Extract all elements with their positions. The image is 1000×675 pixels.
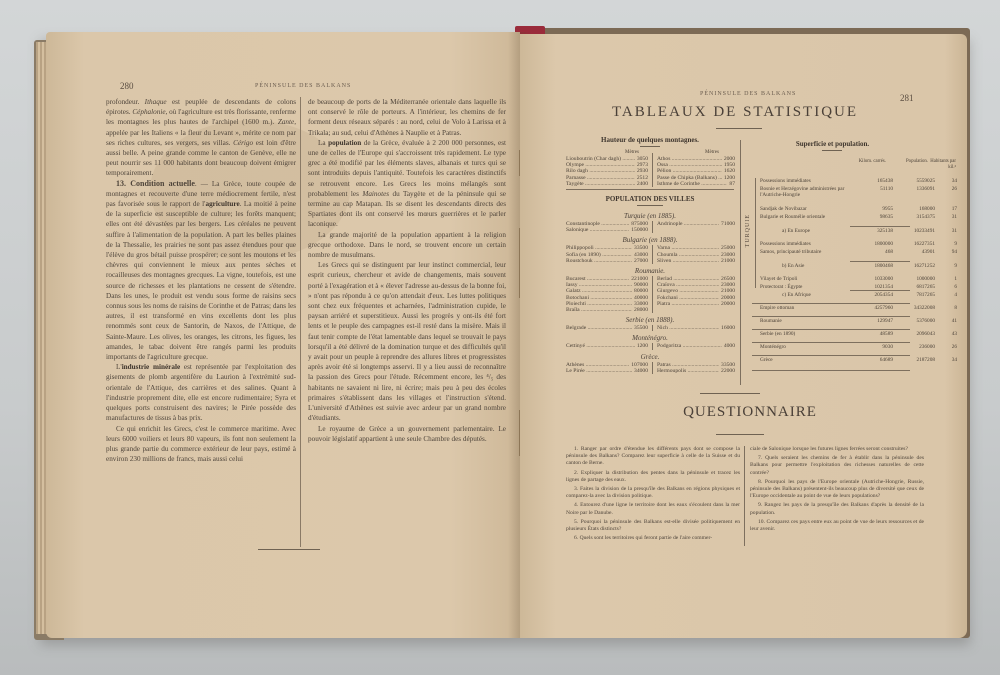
density-value: 9 bbox=[954, 263, 957, 269]
row-label: Salonique ..... bbox=[566, 227, 629, 233]
col-population: Population. bbox=[906, 159, 928, 164]
table-divider bbox=[652, 245, 653, 264]
row-value: 40000 bbox=[634, 294, 648, 301]
row-label: Olympe ..... bbox=[566, 162, 635, 168]
row-label: Passe de Chipka (Balkans) ..... bbox=[657, 175, 722, 181]
table-divider bbox=[652, 221, 653, 233]
unit-label: Mètres bbox=[705, 150, 719, 155]
table-divider bbox=[652, 343, 653, 349]
heading-rule bbox=[640, 146, 660, 147]
km2-value: 2054354 bbox=[874, 292, 893, 298]
row-value: 1200 bbox=[723, 174, 735, 181]
table-rule bbox=[850, 226, 910, 227]
row-label: Varna ..... bbox=[657, 245, 719, 251]
row-label: Nich ..... bbox=[657, 325, 719, 331]
row-label: b) En Asie bbox=[782, 263, 805, 269]
superficie-row bbox=[760, 305, 957, 311]
row-label: Parnasse ..... bbox=[566, 175, 635, 181]
row-label: Iassy ..... bbox=[566, 282, 632, 288]
row-value: 71000 bbox=[721, 221, 735, 227]
heading-rule bbox=[637, 205, 663, 206]
table-rule bbox=[752, 303, 910, 304]
turquie-side-label: TURQUIE bbox=[745, 214, 751, 248]
superficie-row bbox=[760, 357, 957, 363]
density-value: 17 bbox=[951, 206, 957, 212]
row-label: Pélion ..... bbox=[657, 168, 722, 174]
row-label: Piatra ..... bbox=[657, 301, 719, 307]
km2-value: 1800000 bbox=[874, 241, 893, 247]
paragraph: Le royaume de Grèce a un gouvernement parlementaire. Le pouvoir législatif appartient à une seule Chambre des députés. bbox=[308, 424, 506, 443]
population-value: 1000000 bbox=[916, 276, 935, 282]
row-label: Belgrade ..... bbox=[566, 325, 632, 331]
table-rule bbox=[850, 290, 910, 291]
col-density: Habitants par kil.² bbox=[930, 159, 956, 170]
row-label: Protectorat : Égypte bbox=[760, 284, 803, 290]
row-value: 23000 bbox=[721, 251, 735, 258]
row-value: 2512 bbox=[636, 174, 648, 181]
paragraph: 3. Faites la division de la presqu'île des Balkans en régions physiques et comparez-la avec la division politique. bbox=[566, 486, 740, 500]
row-value: 90000 bbox=[634, 282, 648, 289]
row-value: 34000 bbox=[634, 367, 648, 374]
density-value: 9 bbox=[954, 241, 957, 247]
table-rule bbox=[752, 316, 910, 317]
row-label: Fokchani ..... bbox=[657, 295, 719, 301]
row-label: Sliven ..... bbox=[657, 258, 719, 264]
country-subheading: Monténégro. bbox=[632, 334, 668, 343]
row-label: Sandjak de Novibazar bbox=[760, 206, 807, 212]
row-value: 87 bbox=[729, 180, 735, 187]
page-title: TABLEAUX DE STATISTIQUE bbox=[611, 104, 859, 120]
density-value: 26 bbox=[951, 344, 957, 350]
column-divider bbox=[744, 446, 745, 546]
row-label: Constantinople ..... bbox=[566, 221, 629, 227]
row-label: Vilayet de Tripoli bbox=[760, 276, 798, 282]
superficie-row bbox=[760, 249, 957, 255]
row-label: Braïla ..... bbox=[566, 307, 632, 313]
row-value: 2930 bbox=[636, 168, 648, 175]
row-value: 33500 bbox=[721, 361, 735, 368]
row-value: 22000 bbox=[721, 367, 735, 374]
row-value: 2400 bbox=[636, 180, 648, 187]
row-label: Athènes ..... bbox=[566, 362, 629, 368]
running-head-right: PÉNINSULE DES BALKANS bbox=[700, 91, 797, 97]
row-value: 2973 bbox=[636, 162, 648, 169]
row-label: Bucarest ..... bbox=[566, 276, 629, 282]
row-label: Serbie (en 1890) bbox=[760, 331, 796, 337]
paragraph: 1. Ranger par ordre d'étendue les différents pays dont se compose la péninsule des Balkans? Comparez leur superficie à celle de la Suisse et du canton de Berne. bbox=[566, 446, 740, 467]
row-value: 80000 bbox=[634, 288, 648, 295]
country-subheading: Turquie (en 1885). bbox=[623, 212, 677, 220]
paragraph: 7. Quels seraient les chemins de fer à établir dans la péninsule des Balkans pour permettre l'exploitation des richesses naturelles de cette contrée? bbox=[750, 455, 924, 476]
row-label: Choumla ..... bbox=[657, 252, 719, 258]
superficie-header-row bbox=[755, 159, 956, 171]
density-value: 31 bbox=[951, 228, 957, 234]
heading-rule bbox=[822, 150, 842, 151]
row-value: 2000 bbox=[723, 156, 735, 162]
row-value: 221000 bbox=[631, 276, 648, 282]
row-value: 25000 bbox=[721, 245, 735, 252]
paragraph: La population de la Grèce, évaluée à 2 200 000 personnes, est une de celles de l'Europe qui s'accroissent très rapidement. Le type grec a été modifié par les éléments slaves, albanais et turcs qui se sont introduits depuis l'antiquité. Toutefois les caractères distinctifs se retrouvent encore. Les Grecs les moins mélangés sont probablement les Mainotes du Taygète et de la péninsule qui se termine au cap Matapan. Ils se disent les descendants directs des Spartiates dont ils ont conservé les mœurs guerrières et le parler laconique. bbox=[308, 138, 506, 229]
row-label: Andrinople ..... bbox=[657, 221, 719, 227]
table-row bbox=[566, 181, 648, 187]
questionnaire-rule bbox=[716, 434, 764, 435]
table-row bbox=[657, 301, 735, 307]
superficie-row bbox=[760, 214, 957, 220]
row-label: a) En Europe bbox=[782, 228, 810, 234]
km2-value: 98635 bbox=[879, 214, 893, 220]
page-number-left: 280 bbox=[120, 81, 134, 91]
row-value: 35500 bbox=[634, 325, 648, 332]
superficie-row bbox=[760, 276, 957, 282]
title-rule bbox=[716, 128, 762, 129]
row-label: Liouboutrin (Char dagh) ..... bbox=[566, 156, 635, 162]
table-rule bbox=[752, 355, 910, 356]
row-label: Berlad ..... bbox=[657, 276, 719, 282]
row-label: Bulgarie et Roumélie orientale bbox=[760, 214, 826, 220]
superficie-row bbox=[760, 263, 957, 269]
turquie-brace bbox=[755, 178, 756, 288]
table-row bbox=[566, 258, 648, 264]
table-row bbox=[657, 343, 735, 349]
left-page-column-1 bbox=[106, 97, 296, 464]
table-rule bbox=[752, 342, 910, 343]
row-label: Athos ..... bbox=[657, 156, 722, 162]
superficie-row bbox=[760, 206, 957, 212]
density-value: 4 bbox=[954, 292, 957, 298]
table-divider bbox=[652, 362, 653, 374]
row-value: 150000 bbox=[631, 227, 648, 234]
paragraph: 13. Condition actuelle. — La Grèce, toute coupée de montagnes et recouverte d'une terre médiocrement fertile, n'est pas favorisée sous le rapport de l'agriculture. La moitié à peine de la superficie est susceptible de culture; les forêts manquent; elles ont été dévastées par les bergers. Les céréales ne peuvent suffire à l'alimentation de la population. A part les belles plaines de la Thessalie, les prairies ne sont pas assez étendues pour que l'élève du gros bétail puisse prospérer; ce sont les moutons et les chèvres qui conviennent le mieux aux pentes sèches et rocailleuses des montagnes grecques. La vigne, toutefois, est une source de richesses et les plantations ne cessent de s'étendre. Dans les unes, le produit est vendu sous forme de raisins secs connus sous les noms de raisins de Corinthe et de Patras; dans les autres, il est transformé en vins excellents dont les plus renommés sont ceux de Santorin, de Naxos, de l'Attique, de Sainte-Maure. Les olives, les oranges, les citrons, les figues, les amandes, le tabac doivent être rangés parmi les produits importants de l'agriculture grecque. bbox=[106, 178, 296, 362]
row-label: Sofia (en 1890) ..... bbox=[566, 252, 632, 258]
row-label: Hermoupolis ..... bbox=[657, 368, 719, 374]
column-divider bbox=[300, 97, 301, 547]
km2-value: 51110 bbox=[880, 186, 893, 192]
density-value: 31 bbox=[951, 214, 957, 220]
row-label: Craïova ..... bbox=[657, 282, 719, 288]
table-rule bbox=[752, 370, 910, 371]
table-row bbox=[657, 221, 735, 227]
population-value: 5559025 bbox=[916, 178, 935, 184]
row-label: Bosnie et Herzégovine administrées par l'Autriche-Hongrie bbox=[760, 186, 845, 198]
row-label: Ploiechti ..... bbox=[566, 301, 632, 307]
density-value: 43 bbox=[951, 331, 957, 337]
row-label: Le Pirée ..... bbox=[566, 368, 632, 374]
population-value: 10233491 bbox=[913, 228, 935, 234]
population-value: 34322008 bbox=[913, 305, 935, 311]
row-label: Empire ottoman bbox=[760, 305, 795, 311]
row-label: Galatz ..... bbox=[566, 288, 632, 294]
density-value: 41 bbox=[951, 318, 957, 324]
row-value: 1200 bbox=[636, 343, 648, 350]
row-label: c) En Afrique bbox=[782, 292, 811, 298]
row-value: 107000 bbox=[631, 361, 648, 368]
superficie-heading: Superficie et population. bbox=[795, 140, 870, 148]
population-value: 7817265 bbox=[916, 292, 935, 298]
km2-value: 4257960 bbox=[874, 305, 893, 311]
paragraph: 8. Pourquoi les pays de l'Europe orientale (Autriche-Hongrie, Russie, péninsule des Balkans) présentent-ils beaucoup plus de diversité que ceux de l'Europe occidentale au point de vue de leurs populations? bbox=[750, 478, 924, 500]
country-subheading: Serbie (en 1888). bbox=[625, 316, 675, 325]
paragraph: 4. Entourez d'une ligne le territoire dont les eaux s'écoulent dans la mer Noire par le Danube. bbox=[566, 502, 740, 516]
km2-value: 9955 bbox=[882, 206, 893, 212]
row-label: Samos, principauté tributaire bbox=[760, 249, 822, 255]
row-label: Ossa ..... bbox=[657, 162, 722, 168]
row-value: 43000 bbox=[634, 251, 648, 258]
mountains-heading: Hauteur de quelques montagnes. bbox=[601, 136, 699, 144]
row-label: Rilo dagh ..... bbox=[566, 168, 635, 174]
table-row bbox=[566, 368, 648, 374]
running-head-left: PÉNINSULE DES BALKANS bbox=[255, 83, 352, 89]
population-value: 16227351 bbox=[913, 241, 935, 247]
table-rule bbox=[752, 329, 910, 330]
row-value: 23000 bbox=[721, 282, 735, 289]
population-value: 43901 bbox=[921, 249, 935, 255]
superficie-row bbox=[760, 228, 957, 234]
cities-heading: POPULATION DES VILLES bbox=[605, 195, 695, 203]
superficie-row bbox=[760, 318, 957, 324]
row-label: Philippopoli ..... bbox=[566, 245, 632, 251]
row-value: 4000 bbox=[723, 343, 735, 350]
paragraph: profondeur. Ithaque est peuplée de descendants de colons épirotes. Céphalonie, où l'agriculture est très florissante, renferme les montagnes les plus hautes de l'archipel (1600 m.). Zante, appelée par les Italiens « la fleur du Levant », mérite ce nom par ses riches cultures, ses vergers, ses villas. Cérigo est loin d'être aussi belle. A peine grande comme le canton de Genève, elle ne peut nourrir ses 11 000 habitants dont beaucoup doivent émigrer temporairement. bbox=[106, 98, 296, 178]
paragraph: L'industrie minérale est représentée par l'exploitation des gisements de plomb argentifère du Laurion à l'extrémité sud-orientale de l'Attique, des carrières et des salines. Quant à l'industrie proprement dite, elle est encore rudimentaire; Syra et quelques ports construisent des navires; le Pirée possède des manufactures de tissus à bas prix. bbox=[106, 363, 296, 423]
superficie-row bbox=[760, 344, 957, 350]
paragraph: 2. Expliquer la distribution des pentes dans la péninsule et tracez les lignes de partage des eaux. bbox=[566, 469, 740, 483]
km2-value: 468 bbox=[885, 249, 893, 255]
row-value: 1950 bbox=[723, 162, 735, 169]
row-label: Giurgevo ..... bbox=[657, 288, 719, 294]
paragraph: 6. Quels sont les territoires qui feront partie de l'aire commer- bbox=[574, 535, 713, 542]
row-label: Isthme de Corinthe ..... bbox=[657, 181, 727, 187]
superficie-row bbox=[760, 241, 957, 247]
density-value: 34 bbox=[951, 178, 957, 184]
end-rule bbox=[258, 549, 320, 550]
row-label: Taygète ..... bbox=[566, 181, 635, 187]
row-label: Possessions immédiates bbox=[760, 178, 811, 184]
superficie-row bbox=[760, 292, 957, 298]
col-km2: Kilom. carrés. bbox=[858, 159, 886, 164]
population-value: 236000 bbox=[919, 344, 935, 350]
row-label: Patras ..... bbox=[657, 362, 719, 368]
table-row bbox=[566, 307, 648, 313]
left-page-column-2 bbox=[308, 97, 506, 444]
density-value: 34 bbox=[951, 357, 957, 363]
row-label: Roumanie bbox=[760, 318, 782, 324]
km2-value: 129947 bbox=[877, 318, 893, 324]
superficie-row bbox=[760, 178, 957, 184]
population-value: 1336091 bbox=[916, 186, 935, 192]
table-rule bbox=[850, 261, 910, 262]
questionnaire-column-2 bbox=[750, 446, 924, 535]
row-value: 16000 bbox=[721, 325, 735, 332]
table-row bbox=[657, 325, 735, 331]
country-subheading: Grèce. bbox=[640, 352, 660, 361]
table-row bbox=[566, 343, 648, 349]
table-rule bbox=[566, 189, 734, 190]
row-value: 26500 bbox=[721, 276, 735, 282]
population-value: 3154375 bbox=[916, 214, 935, 220]
row-value: 28000 bbox=[634, 307, 648, 313]
table-row bbox=[657, 258, 735, 264]
paragraph: 5. Pourquoi la péninsule des Balkans est-elle divisée politiquement en plusieurs États distincts? bbox=[566, 518, 740, 533]
population-value: 6817265 bbox=[916, 284, 935, 290]
page-number-right: 281 bbox=[900, 93, 914, 103]
table-divider bbox=[652, 325, 653, 331]
paragraph: de beaucoup de ports de la Méditerranée orientale dans laquelle ils ont conservé le rôle de porteurs. A l'intérieur, les chemins de fer forment deux réseaux séparés : au nord, celui de Volo à Larissa et à Trikala; au sud, celui d'Athènes à Nauplie et à Patras. bbox=[308, 98, 506, 137]
km2-value: 1033000 bbox=[874, 276, 893, 282]
density-value: 6 bbox=[954, 284, 957, 290]
row-label: Botochani ..... bbox=[566, 295, 632, 301]
row-value: 1620 bbox=[723, 168, 735, 175]
row-value: 27000 bbox=[634, 257, 648, 264]
row-label: Monténégro bbox=[760, 344, 786, 350]
row-value: 3050 bbox=[636, 156, 648, 162]
table-divider bbox=[652, 276, 653, 313]
questionnaire-title: QUESTIONNAIRE bbox=[683, 404, 817, 420]
paragraph: La grande majorité de la population appartient à la religion grecque orthodoxe. Dans le nord, se trouvent encore un certain nombre de musulmans. bbox=[308, 230, 506, 260]
km2-value: 1800468 bbox=[874, 263, 893, 269]
country-subheading: Roumanie. bbox=[634, 267, 666, 275]
superficie-row bbox=[760, 186, 957, 198]
row-label: Grèce bbox=[760, 357, 773, 363]
row-value: 20000 bbox=[721, 294, 735, 301]
table-divider bbox=[652, 153, 653, 187]
km2-value: 48589 bbox=[879, 331, 893, 337]
paragraph: Ce qui enrichit les Grecs, c'est le commerce maritime. Avec leurs 6000 voiliers et leurs 80 vapeurs, ils font non seulement la plus grande partie du commerce extérieur de leur pays, estimé à environ 230 millions de francs, mais aussi celui bbox=[106, 424, 296, 464]
km2-value: 1021354 bbox=[874, 284, 893, 290]
paragraph: 10. Comparez ces pays entre eux au point de vue de leurs ressources et de leur avenir. bbox=[750, 518, 924, 533]
population-value: 5376000 bbox=[916, 318, 935, 324]
row-value: 33500 bbox=[634, 245, 648, 252]
country-subheading: Bulgarie (en 1888). bbox=[622, 236, 678, 245]
superficie-row bbox=[760, 331, 957, 337]
row-label: Possessions immédiates bbox=[760, 241, 811, 247]
table-divider bbox=[740, 140, 741, 385]
km2-value: 325138 bbox=[877, 228, 893, 234]
table-row bbox=[657, 181, 735, 187]
row-label: Podgoritza ..... bbox=[657, 343, 722, 349]
questionnaire-column-1 bbox=[566, 446, 740, 544]
density-value: 8 bbox=[954, 305, 957, 311]
unit-label: Mètres bbox=[625, 150, 639, 155]
km2-value: 9030 bbox=[882, 344, 893, 350]
row-label: Roustchouk ..... bbox=[566, 258, 632, 264]
population-value: 168000 bbox=[919, 206, 935, 212]
table-row bbox=[566, 227, 648, 233]
paragraph: 9. Rangez les pays de la presqu'île des Balkans d'après la densité de la population. bbox=[750, 502, 924, 516]
population-value: 16271252 bbox=[913, 263, 935, 269]
population-value: 2187208 bbox=[916, 357, 935, 363]
population-value: 2096043 bbox=[916, 331, 935, 337]
row-value: 21000 bbox=[721, 257, 735, 264]
row-label: Cettinyé ..... bbox=[566, 343, 635, 349]
paragraph: Les Grecs qui se distinguent par leur instinct commercial, leur esprit curieux, chercheur et avide de changements, mais souvent porté à l'exagération et à « élever l'adresse au-dessus de la bonne foi, » n'ont pas répondu à ce qu'on attendait d'eux. Les luttes politiques sont chez eux fréquentes et acharnées, l'administration cupide, le paysan arriéré et superstitieux. Aussi les progrès y ont-ils été fort lents et le peuple des campagnes est-il resté dans la misère. Mais il faut tenir compte de l'état lamentable dans lequel se trouvait le pays lorsqu'il a été délivré de la domination turque et des difficultés qu'il y avait pour un peuple à reprendre des allures libres et progressistes après avoir été si longtemps asservi. Il y a lieu aussi de reconnaître la passion des Grecs pour l'étude. Récemment encore, les ⁴/₅ des habitants ne savaient ni lire, ni écrire; mais peu à peu des écoles primaires s'établissent dans les villages et l'instruction s'étend. L'université d'Athènes est suivie avec ardeur par un grand nombre d'étudiants. bbox=[308, 261, 506, 423]
table-row bbox=[657, 368, 735, 374]
density-value: 26 bbox=[951, 186, 957, 192]
row-value: 21000 bbox=[721, 288, 735, 295]
density-value: 1 bbox=[954, 276, 957, 282]
row-value: 33000 bbox=[634, 300, 648, 307]
table-row bbox=[566, 325, 648, 331]
density-value: 94 bbox=[951, 249, 957, 255]
row-value: 20000 bbox=[721, 300, 735, 307]
section-rule bbox=[700, 393, 760, 394]
row-value: 875000 bbox=[631, 221, 648, 227]
km2-value: 64689 bbox=[879, 357, 893, 363]
km2-value: 165438 bbox=[877, 178, 893, 184]
paragraph: ciale de Salonique lorsque les futures lignes ferrées seront construites? bbox=[750, 446, 908, 452]
